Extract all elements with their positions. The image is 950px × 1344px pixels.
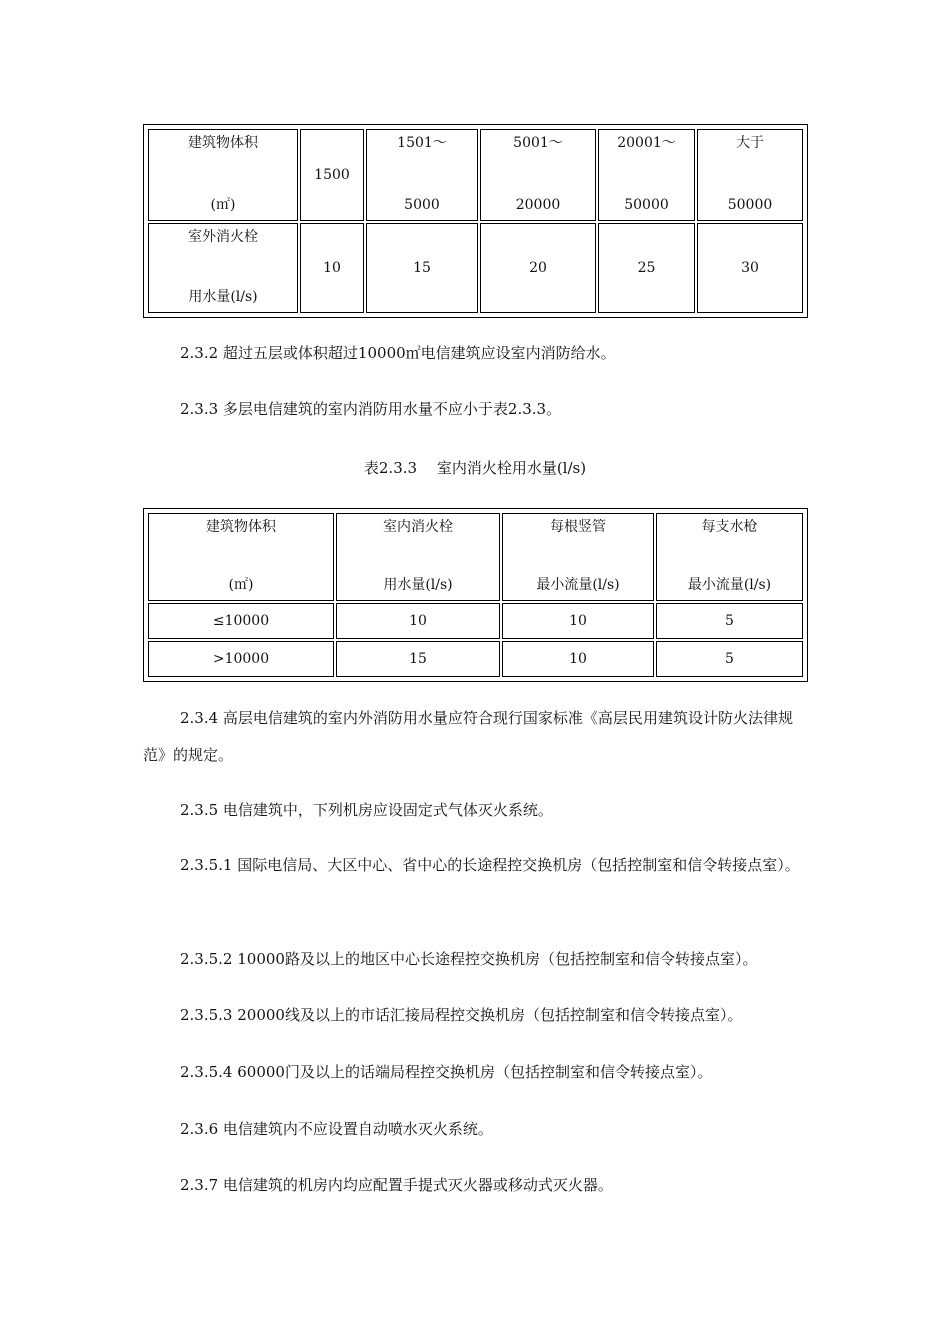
range-3-top: 5001～ — [513, 135, 563, 151]
range-4-top: 20001～ — [617, 135, 676, 151]
volume-header-label: 建筑物体积 — [188, 135, 258, 151]
range-5-bottom: 50000 — [727, 197, 773, 214]
header-cell — [656, 513, 803, 601]
table-cell: 30 — [697, 223, 803, 313]
table-cell: 15 — [366, 223, 478, 313]
table-cell: 10 — [502, 641, 654, 677]
range-3-bottom: 20000 — [515, 197, 561, 214]
header-riser: 每根竖管 — [550, 519, 606, 535]
header-cell — [148, 513, 334, 601]
table-cell: 10 — [502, 603, 654, 639]
range-2-bottom: 5000 — [404, 197, 440, 214]
volume-header-cell — [148, 129, 298, 221]
indoor-hydrant-table — [143, 508, 808, 682]
range-4-bottom: 50000 — [624, 197, 669, 214]
header-volume: 建筑物体积 — [206, 519, 276, 535]
table-cell: ≤10000 — [148, 603, 334, 639]
outdoor-hydrant-label: 室外消火栓 — [188, 229, 258, 245]
header-nozzle-unit: 最小流量(l/s) — [687, 577, 772, 594]
range-5-top: 大于 — [736, 135, 764, 151]
table-caption: 表2.3.3 室内消火栓用水量(l/s) — [363, 459, 587, 477]
table-cell: 5 — [656, 603, 803, 639]
header-volume-unit: (㎡) — [228, 577, 254, 594]
header-nozzle: 每支水枪 — [701, 519, 758, 535]
table-cell: 10 — [300, 223, 364, 313]
table-cell: 25 — [598, 223, 695, 313]
volume-header-unit: (㎡) — [210, 197, 236, 214]
paragraph-2-3-2: 2.3.2 超过五层或体积超过10000㎡电信建筑应设室内消防给水。 — [180, 344, 616, 362]
paragraph-2-3-5-2: 2.3.5.2 10000路及以上的地区中心长途程控交换机房（包括控制室和信令转接点室）。 — [180, 950, 758, 968]
table-row — [148, 603, 803, 639]
volume-range-3 — [480, 129, 596, 221]
header-cell — [502, 513, 654, 601]
outdoor-hydrant-table — [143, 124, 808, 318]
table-cell: 5 — [656, 641, 803, 677]
header-cell — [336, 513, 500, 601]
volume-range-2 — [366, 129, 478, 221]
table-row — [148, 641, 803, 677]
paragraph-2-3-5: 2.3.5 电信建筑中，下列机房应设固定式气体灭火系统。 — [180, 801, 553, 819]
range-2-top: 1501～ — [397, 135, 447, 151]
header-riser-unit: 最小流量(l/s) — [536, 577, 620, 594]
header-indoor-hydrant: 室内消火栓 — [383, 519, 453, 535]
volume-range-4 — [598, 129, 695, 221]
paragraph-2-3-5-3: 2.3.5.3 20000线及以上的市话汇接局程控交换机房（包括控制室和信令转接点室）。 — [180, 1006, 743, 1024]
volume-range-1: 1500 — [300, 129, 364, 221]
table-cell: 10 — [336, 603, 500, 639]
paragraph-2-3-6: 2.3.6 电信建筑内不应设置自动喷水灭火系统。 — [180, 1120, 493, 1138]
outdoor-hydrant-label-cell — [148, 223, 298, 313]
volume-range-5 — [697, 129, 803, 221]
paragraph-2-3-7: 2.3.7 电信建筑的机房内均应配置手提式灭火器或移动式灭火器。 — [180, 1176, 613, 1194]
paragraph-2-3-5-1: 2.3.5.1 国际电信局、大区中心、省中心的长途程控交换机房（包括控制室和信令转接点室）。 — [180, 856, 800, 874]
table-cell: 15 — [336, 641, 500, 677]
paragraph-2-3-3: 2.3.3 多层电信建筑的室内消防用水量不应小于表2.3.3。 — [180, 400, 562, 418]
paragraph-2-3-5-4: 2.3.5.4 60000门及以上的话端局程控交换机房（包括控制室和信令转接点室）。 — [180, 1063, 713, 1081]
table-cell: >10000 — [148, 641, 334, 677]
table-cell: 20 — [480, 223, 596, 313]
header-indoor-hydrant-unit: 用水量(l/s) — [383, 577, 453, 594]
paragraph-2-3-4: 2.3.4 高层电信建筑的室内外消防用水量应符合现行国家标准《高层民用建筑设计防火法律规范》的规定。 — [143, 709, 793, 764]
outdoor-hydrant-unit: 用水量(l/s) — [188, 289, 258, 306]
